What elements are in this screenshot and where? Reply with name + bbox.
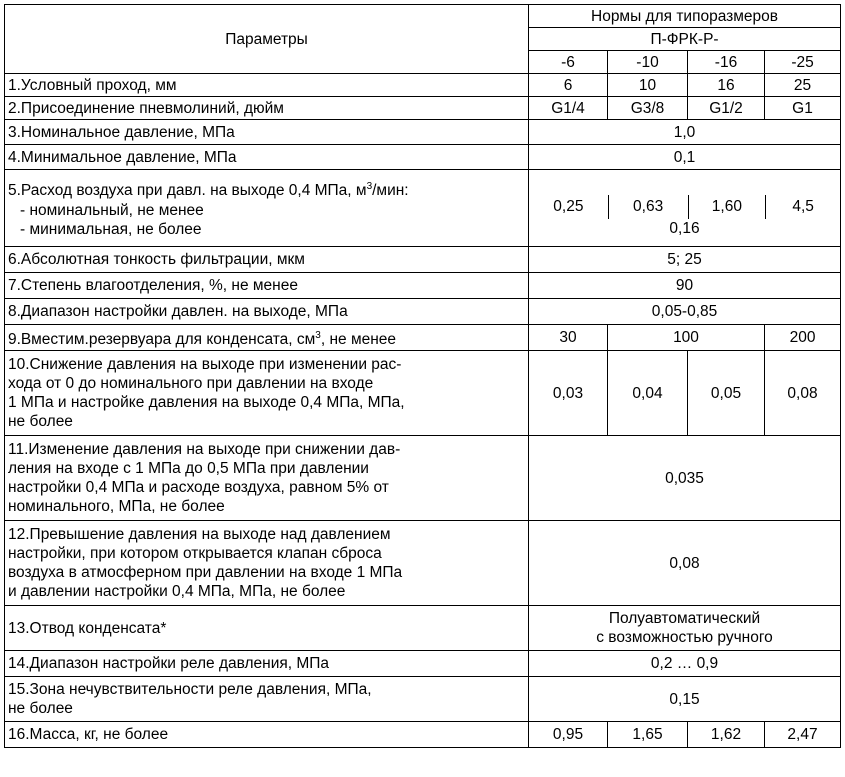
table-row xyxy=(5,273,841,299)
label-line: 12.Превышение давления на выходе над давлением xyxy=(8,526,391,543)
label-line: не более xyxy=(8,700,73,717)
label-text: 9.Вместим.резервуара для конденсата, см xyxy=(8,331,316,349)
table-row xyxy=(5,145,841,170)
row-label: 1.Условный проход, мм xyxy=(5,74,529,97)
cell-value: 1,0 xyxy=(529,120,841,145)
value-line: с возможностью ручного xyxy=(596,629,773,646)
cell-value: 25 xyxy=(765,74,841,97)
row-label: 13.Отвод конденсата* xyxy=(5,606,529,651)
superscript: 3 xyxy=(315,329,321,341)
size-header: -16 xyxy=(688,51,765,74)
table-row xyxy=(5,299,841,325)
table-row xyxy=(5,521,841,606)
cell-value: 6 xyxy=(529,74,608,97)
table-row xyxy=(5,247,841,273)
cell-value: 1,60 xyxy=(711,198,742,215)
cell-value: 1,62 xyxy=(688,722,765,748)
row-label: 8.Диапазон настройки давлен. на выходе, МПа xyxy=(5,299,529,325)
sub-label-minimal: - минимальная, не более xyxy=(20,220,202,238)
cell-value: 30 xyxy=(529,325,608,351)
cell-value: 0,08 xyxy=(765,351,841,436)
table-row xyxy=(5,325,841,351)
label-text: 5.Расход воздуха при давл. на выходе 0,4 МПа, м xyxy=(8,182,367,200)
table-row xyxy=(5,97,841,120)
row-label: 14.Диапазон настройки реле давления, МПа xyxy=(5,651,529,677)
cell-value: 0,15 xyxy=(529,677,841,722)
cell-value: 0,035 xyxy=(529,436,841,521)
cell-value: 4,5 xyxy=(792,198,814,215)
cell-value: 100 xyxy=(608,325,765,351)
row-label: 2.Присоединение пневмолиний, дюйм xyxy=(5,97,529,120)
cell-value: 2,47 xyxy=(765,722,841,748)
nominal-values xyxy=(529,196,840,218)
cell-value: G1 xyxy=(765,97,841,120)
cell-value: 1,65 xyxy=(608,722,688,748)
row-label xyxy=(5,351,529,436)
table-row xyxy=(5,120,841,145)
label-line: настройки, при котором открывается клапан сброса xyxy=(8,545,382,562)
label-line: хода от 0 до номинального при давлении на входе xyxy=(8,375,374,392)
cell-value: 0,16 xyxy=(669,219,700,237)
row-label xyxy=(5,170,529,247)
table-row xyxy=(5,677,841,722)
label-line: номинального, МПа, не более xyxy=(8,498,225,515)
specs-table xyxy=(4,4,841,748)
cell-value: 5; 25 xyxy=(529,247,841,273)
size-header: -25 xyxy=(765,51,841,74)
label-line: 10.Снижение давления на выходе при изменении рас- xyxy=(8,356,402,373)
table-row xyxy=(5,170,841,247)
label-line: воздуха в атмосферном при давлении на входе 1 МПа xyxy=(8,564,403,581)
row-label xyxy=(5,677,529,722)
cell-value: G3/8 xyxy=(608,97,688,120)
cell-value: 90 xyxy=(529,273,841,299)
label-line: не более xyxy=(8,413,73,430)
cell-value: 16 xyxy=(688,74,765,97)
row-label: 7.Степень влагоотделения, %, не менее xyxy=(5,273,529,299)
table-row xyxy=(5,351,841,436)
type-code: П-ФРК-Р- xyxy=(529,28,841,51)
table-row xyxy=(5,436,841,521)
cell-value: 0,95 xyxy=(529,722,608,748)
cell-value: 0,05 xyxy=(688,351,765,436)
cell-value: 0,63 xyxy=(633,198,664,215)
table-row xyxy=(5,651,841,677)
label-line: 1 МПа и настройке давления на выходе 0,4 МПа, МПа, xyxy=(8,394,405,411)
header-row xyxy=(5,5,841,28)
sub-label-nominal: - номинальный, не менее xyxy=(20,201,204,219)
label-text: , не менее xyxy=(320,331,397,349)
cell-value xyxy=(529,606,841,651)
cell-value: G1/2 xyxy=(688,97,765,120)
cell-value: 0,2 … 0,9 xyxy=(529,651,841,677)
row-label: 16.Масса, кг, не более xyxy=(5,722,529,748)
cell-value: 0,25 xyxy=(553,198,584,215)
row-label: 6.Абсолютная тонкость фильтрации, мкм xyxy=(5,247,529,273)
label-line: ления на входе с 1 МПа до 0,5 МПа при давлении xyxy=(8,460,369,477)
value-line: Полуавтоматический xyxy=(608,610,761,627)
label-line: 15.Зона нечувствительности реле давления, МПа, xyxy=(8,681,372,698)
label-line: и давлении настройки 0,4 МПа, МПа, не более xyxy=(8,583,346,600)
cell-value: 10 xyxy=(608,74,688,97)
cell-value: 0,04 xyxy=(608,351,688,436)
label-line: настройки 0,4 МПа и расходе воздуха, равном 5% от xyxy=(8,479,389,496)
table-row xyxy=(5,74,841,97)
row-label: 3.Номинальное давление, МПа xyxy=(5,120,529,145)
cell-value: G1/4 xyxy=(529,97,608,120)
cell-value: 0,03 xyxy=(529,351,608,436)
row-label xyxy=(5,521,529,606)
cell-value: 200 xyxy=(765,325,841,351)
table-row xyxy=(5,606,841,651)
size-header: -6 xyxy=(529,51,608,74)
row-label: 4.Минимальное давление, МПа xyxy=(5,145,529,170)
table-row xyxy=(5,722,841,748)
norms-title: Нормы для типоразмеров xyxy=(529,5,841,28)
superscript: 3 xyxy=(366,181,373,193)
cell-value: 0,1 xyxy=(529,145,841,170)
row-label xyxy=(5,436,529,521)
size-header: -10 xyxy=(608,51,688,74)
row-label xyxy=(5,325,529,351)
cell-value: 0,05-0,85 xyxy=(529,299,841,325)
flow-values-cell xyxy=(529,170,841,247)
label-text: /мин: xyxy=(372,182,409,200)
param-header: Параметры xyxy=(5,5,529,74)
cell-value: 0,08 xyxy=(529,521,841,606)
label-line: 11.Изменение давления на выходе при снижении дав- xyxy=(8,441,401,458)
row-label-main xyxy=(8,177,525,200)
